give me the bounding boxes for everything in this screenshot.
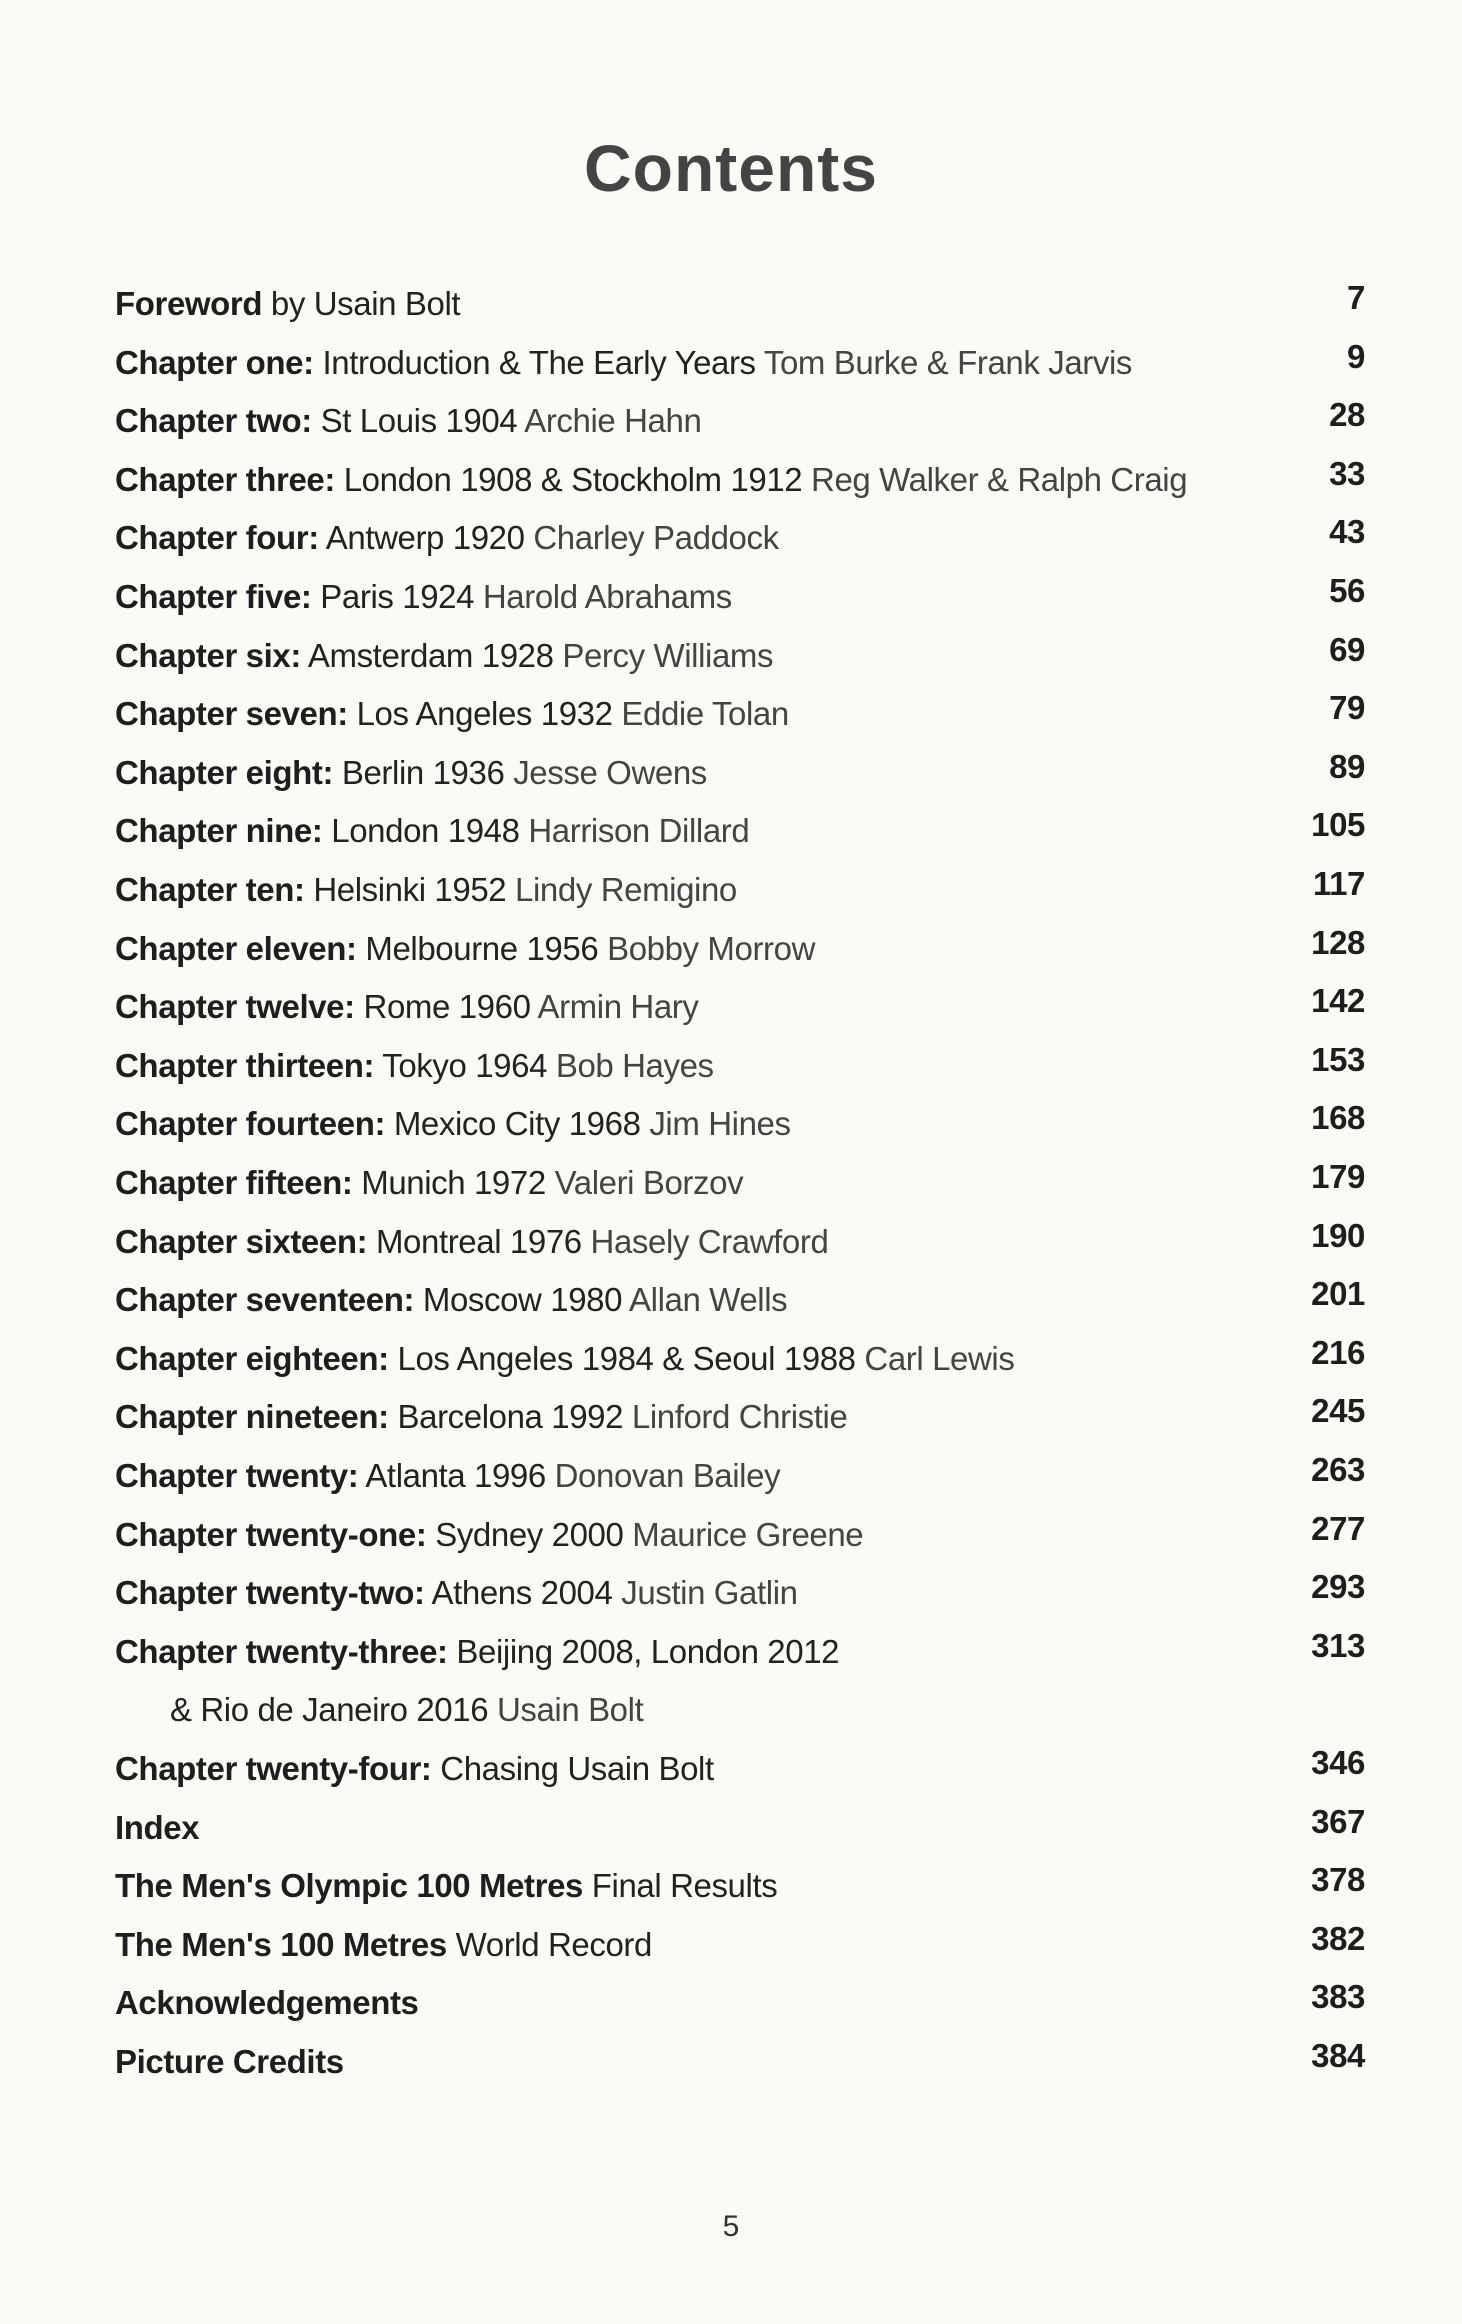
entry-title: Chapter fifteen: [115, 1164, 353, 1201]
entry-author: Lindy Remigino [515, 871, 737, 908]
entry-page-number: 89 [1329, 747, 1365, 785]
entry-page-number: 7 [1347, 279, 1365, 316]
entry-subtitle: Beijing 2008, London 2012 [456, 1632, 840, 1670]
entry-title: The Men's 100 Metres [115, 1925, 447, 1963]
entry-subtitle: Helsinki 1952 [313, 871, 507, 908]
entry-page-number: 28 [1329, 396, 1365, 434]
entry-page-number: 190 [1311, 1216, 1365, 1254]
entry-page-number: 79 [1329, 689, 1365, 727]
toc-entry [115, 568, 1365, 626]
entry-title: Chapter nineteen: [115, 1398, 389, 1436]
entry-author: Jesse Owens [513, 753, 707, 791]
entry-subtitle: Athens 2004 [431, 1574, 613, 1612]
entry-subtitle: Antwerp 1920 [325, 519, 525, 557]
entry-author: Reg Walker & Ralph Craig [811, 460, 1188, 498]
entry-title: Acknowledgements [115, 1984, 419, 2022]
entry-author: Donovan Bailey [554, 1457, 781, 1494]
entry-subtitle: World Record [455, 1925, 652, 1963]
entry-page-number: 263 [1311, 1451, 1365, 1488]
page-number: 5 [722, 2210, 740, 2243]
toc-entry [115, 1564, 1365, 1622]
toc-entry [115, 392, 1365, 450]
entry-subtitle: Amsterdam 1928 [307, 636, 554, 674]
entry-page-number: 346 [1311, 1744, 1365, 1781]
entry-author: Maurice Greene [632, 1515, 864, 1553]
toc-entry [115, 1974, 1365, 2032]
toc-entry [115, 861, 1365, 919]
entry-subtitle: Tokyo 1964 [382, 1046, 548, 1084]
entry-page-number: 384 [1311, 2037, 1365, 2074]
entry-author: Allan Wells [629, 1281, 788, 1319]
entry-page-number: 105 [1311, 806, 1365, 844]
entry-page-number: 201 [1311, 1275, 1365, 1313]
toc-entry [115, 1857, 1365, 1915]
entry-page-number: 179 [1311, 1158, 1365, 1195]
entry-title: Chapter fourteen: [115, 1105, 386, 1143]
entry-author: Bob Hayes [555, 1046, 714, 1084]
toc-entry [115, 2033, 1365, 2091]
entry-subtitle: Paris 1924 [320, 578, 475, 615]
entry-author: Jim Hines [649, 1105, 791, 1143]
toc-entry [115, 1330, 1365, 1388]
entry-author: Valeri Borzov [554, 1164, 744, 1201]
entry-author: Armin Hary [537, 988, 699, 1026]
toc-entry [115, 1799, 1365, 1857]
entry-subtitle: by Usain Bolt [270, 285, 461, 322]
entry-subtitle: & Rio de Janeiro 2016 [170, 1691, 489, 1729]
entry-title: Chapter twenty-two: [115, 1574, 425, 1612]
entry-subtitle: Munich 1972 [361, 1164, 546, 1201]
entry-page-number: 382 [1311, 1919, 1365, 1957]
entry-subtitle: Rome 1960 [363, 988, 531, 1026]
toc-entry [115, 1740, 1365, 1798]
entry-page-number: 33 [1329, 454, 1365, 492]
entry-title: Chapter four: [115, 519, 319, 557]
entry-page-number: 313 [1311, 1626, 1365, 1664]
entry-page-number: 9 [1347, 337, 1365, 375]
toc-entry [115, 1388, 1365, 1446]
entry-title: Chapter eight: [115, 753, 334, 791]
entry-page-number: 56 [1329, 572, 1365, 609]
entry-subtitle: Melbourne 1956 [365, 929, 599, 967]
entry-author: Justin Gatlin [621, 1574, 798, 1612]
entry-author: Carl Lewis [864, 1339, 1015, 1377]
entry-author: Linford Christie [631, 1398, 848, 1436]
entry-author: Percy Williams [562, 636, 774, 674]
entry-subtitle: Chasing Usain Bolt [440, 1750, 714, 1787]
toc-entry [115, 1037, 1365, 1095]
entry-title: Chapter one: [115, 343, 314, 381]
entry-subtitle: Barcelona 1992 [397, 1398, 624, 1436]
entry-title: Chapter seventeen: [115, 1281, 415, 1319]
toc-entry [115, 1154, 1365, 1212]
entry-page-number: 367 [1311, 1802, 1365, 1840]
toc-entry [115, 744, 1365, 802]
entry-title: Chapter twelve: [115, 988, 355, 1026]
entry-page-number: 277 [1311, 1509, 1365, 1547]
entry-page-number: 383 [1311, 1978, 1365, 2016]
entry-author: Bobby Morrow [607, 929, 816, 967]
toc-entry [115, 1623, 1365, 1681]
entry-title: Chapter ten: [115, 871, 305, 908]
entry-page-number: 43 [1329, 513, 1365, 551]
entry-subtitle: Final Results [591, 1867, 778, 1905]
entry-title: Chapter twenty: [115, 1457, 359, 1494]
entry-author: Archie Hahn [524, 402, 702, 440]
toc-entry [115, 509, 1365, 567]
toc-entry [115, 1447, 1365, 1505]
entry-title: Chapter nine: [115, 812, 323, 850]
entry-page-number: 142 [1311, 982, 1365, 1020]
toc-entry [115, 1213, 1365, 1271]
entry-page-number: 293 [1311, 1568, 1365, 1606]
entry-title: The Men's Olympic 100 Metres [115, 1867, 583, 1905]
entry-subtitle: London 1908 & Stockholm 1912 [343, 460, 803, 498]
toc-entry [115, 627, 1365, 685]
toc-entry [115, 334, 1365, 392]
toc-entry [115, 1916, 1365, 1974]
entry-title: Chapter eighteen: [115, 1339, 389, 1377]
entry-author: Harold Abrahams [482, 578, 732, 615]
toc-entry [115, 685, 1365, 743]
entry-author: Hasely Crawford [590, 1222, 829, 1260]
entry-title: Chapter two: [115, 402, 312, 440]
entry-author: Tom Burke & Frank Jarvis [763, 343, 1133, 381]
entry-subtitle: Moscow 1980 [422, 1281, 623, 1319]
entry-page-number: 216 [1311, 1333, 1365, 1371]
toc-entry [115, 978, 1365, 1036]
toc-entry [115, 1271, 1365, 1329]
entry-subtitle: London 1948 [331, 812, 520, 850]
entry-author: Charley Paddock [533, 519, 779, 557]
entry-title: Index [115, 1808, 200, 1846]
entry-subtitle: Mexico City 1968 [393, 1105, 641, 1143]
entry-page-number: 378 [1311, 1861, 1365, 1899]
entry-author: Usain Bolt [496, 1691, 644, 1729]
entry-subtitle: Sydney 2000 [435, 1515, 624, 1553]
entry-title: Chapter thirteen: [115, 1046, 375, 1084]
toc-entry-continuation [115, 1681, 1420, 1739]
entry-page-number: 128 [1311, 923, 1365, 961]
entry-title: Chapter twenty-one: [115, 1515, 427, 1553]
entry-title: Picture Credits [115, 2043, 344, 2080]
page-title: Contents [584, 131, 878, 205]
toc-entry [115, 1506, 1365, 1564]
entry-page-number: 69 [1329, 630, 1365, 668]
entry-title: Chapter twenty-four: [115, 1750, 432, 1787]
toc-entry [115, 802, 1365, 860]
entry-subtitle: Los Angeles 1984 & Seoul 1988 [397, 1339, 856, 1377]
entry-author: Harrison Dillard [528, 812, 750, 850]
entry-subtitle: Los Angeles 1932 [356, 695, 613, 733]
entry-author: Eddie Tolan [621, 695, 789, 733]
entry-title: Chapter five: [115, 578, 312, 615]
entry-title: Chapter eleven: [115, 929, 357, 967]
entry-page-number: 168 [1311, 1099, 1365, 1137]
entry-page-number: 153 [1311, 1040, 1365, 1078]
toc-entry [115, 920, 1365, 978]
entry-title: Chapter seven: [115, 695, 348, 733]
toc-entry [115, 451, 1365, 509]
entry-subtitle: Introduction & The Early Years [322, 343, 756, 381]
toc-entry [115, 1095, 1365, 1153]
entry-subtitle: Atlanta 1996 [365, 1457, 546, 1494]
toc-entry [115, 275, 1365, 333]
entry-subtitle: Berlin 1936 [341, 753, 505, 791]
entry-title: Foreword [115, 285, 263, 322]
entry-title: Chapter twenty-three: [115, 1632, 448, 1670]
entry-page-number: 245 [1311, 1392, 1365, 1430]
entry-title: Chapter three: [115, 460, 335, 498]
entry-subtitle: Montreal 1976 [375, 1222, 582, 1260]
entry-title: Chapter six: [115, 636, 301, 674]
entry-page-number: 117 [1312, 865, 1365, 902]
entry-title: Chapter sixteen: [115, 1222, 368, 1260]
entry-subtitle: St Louis 1904 [320, 402, 518, 440]
